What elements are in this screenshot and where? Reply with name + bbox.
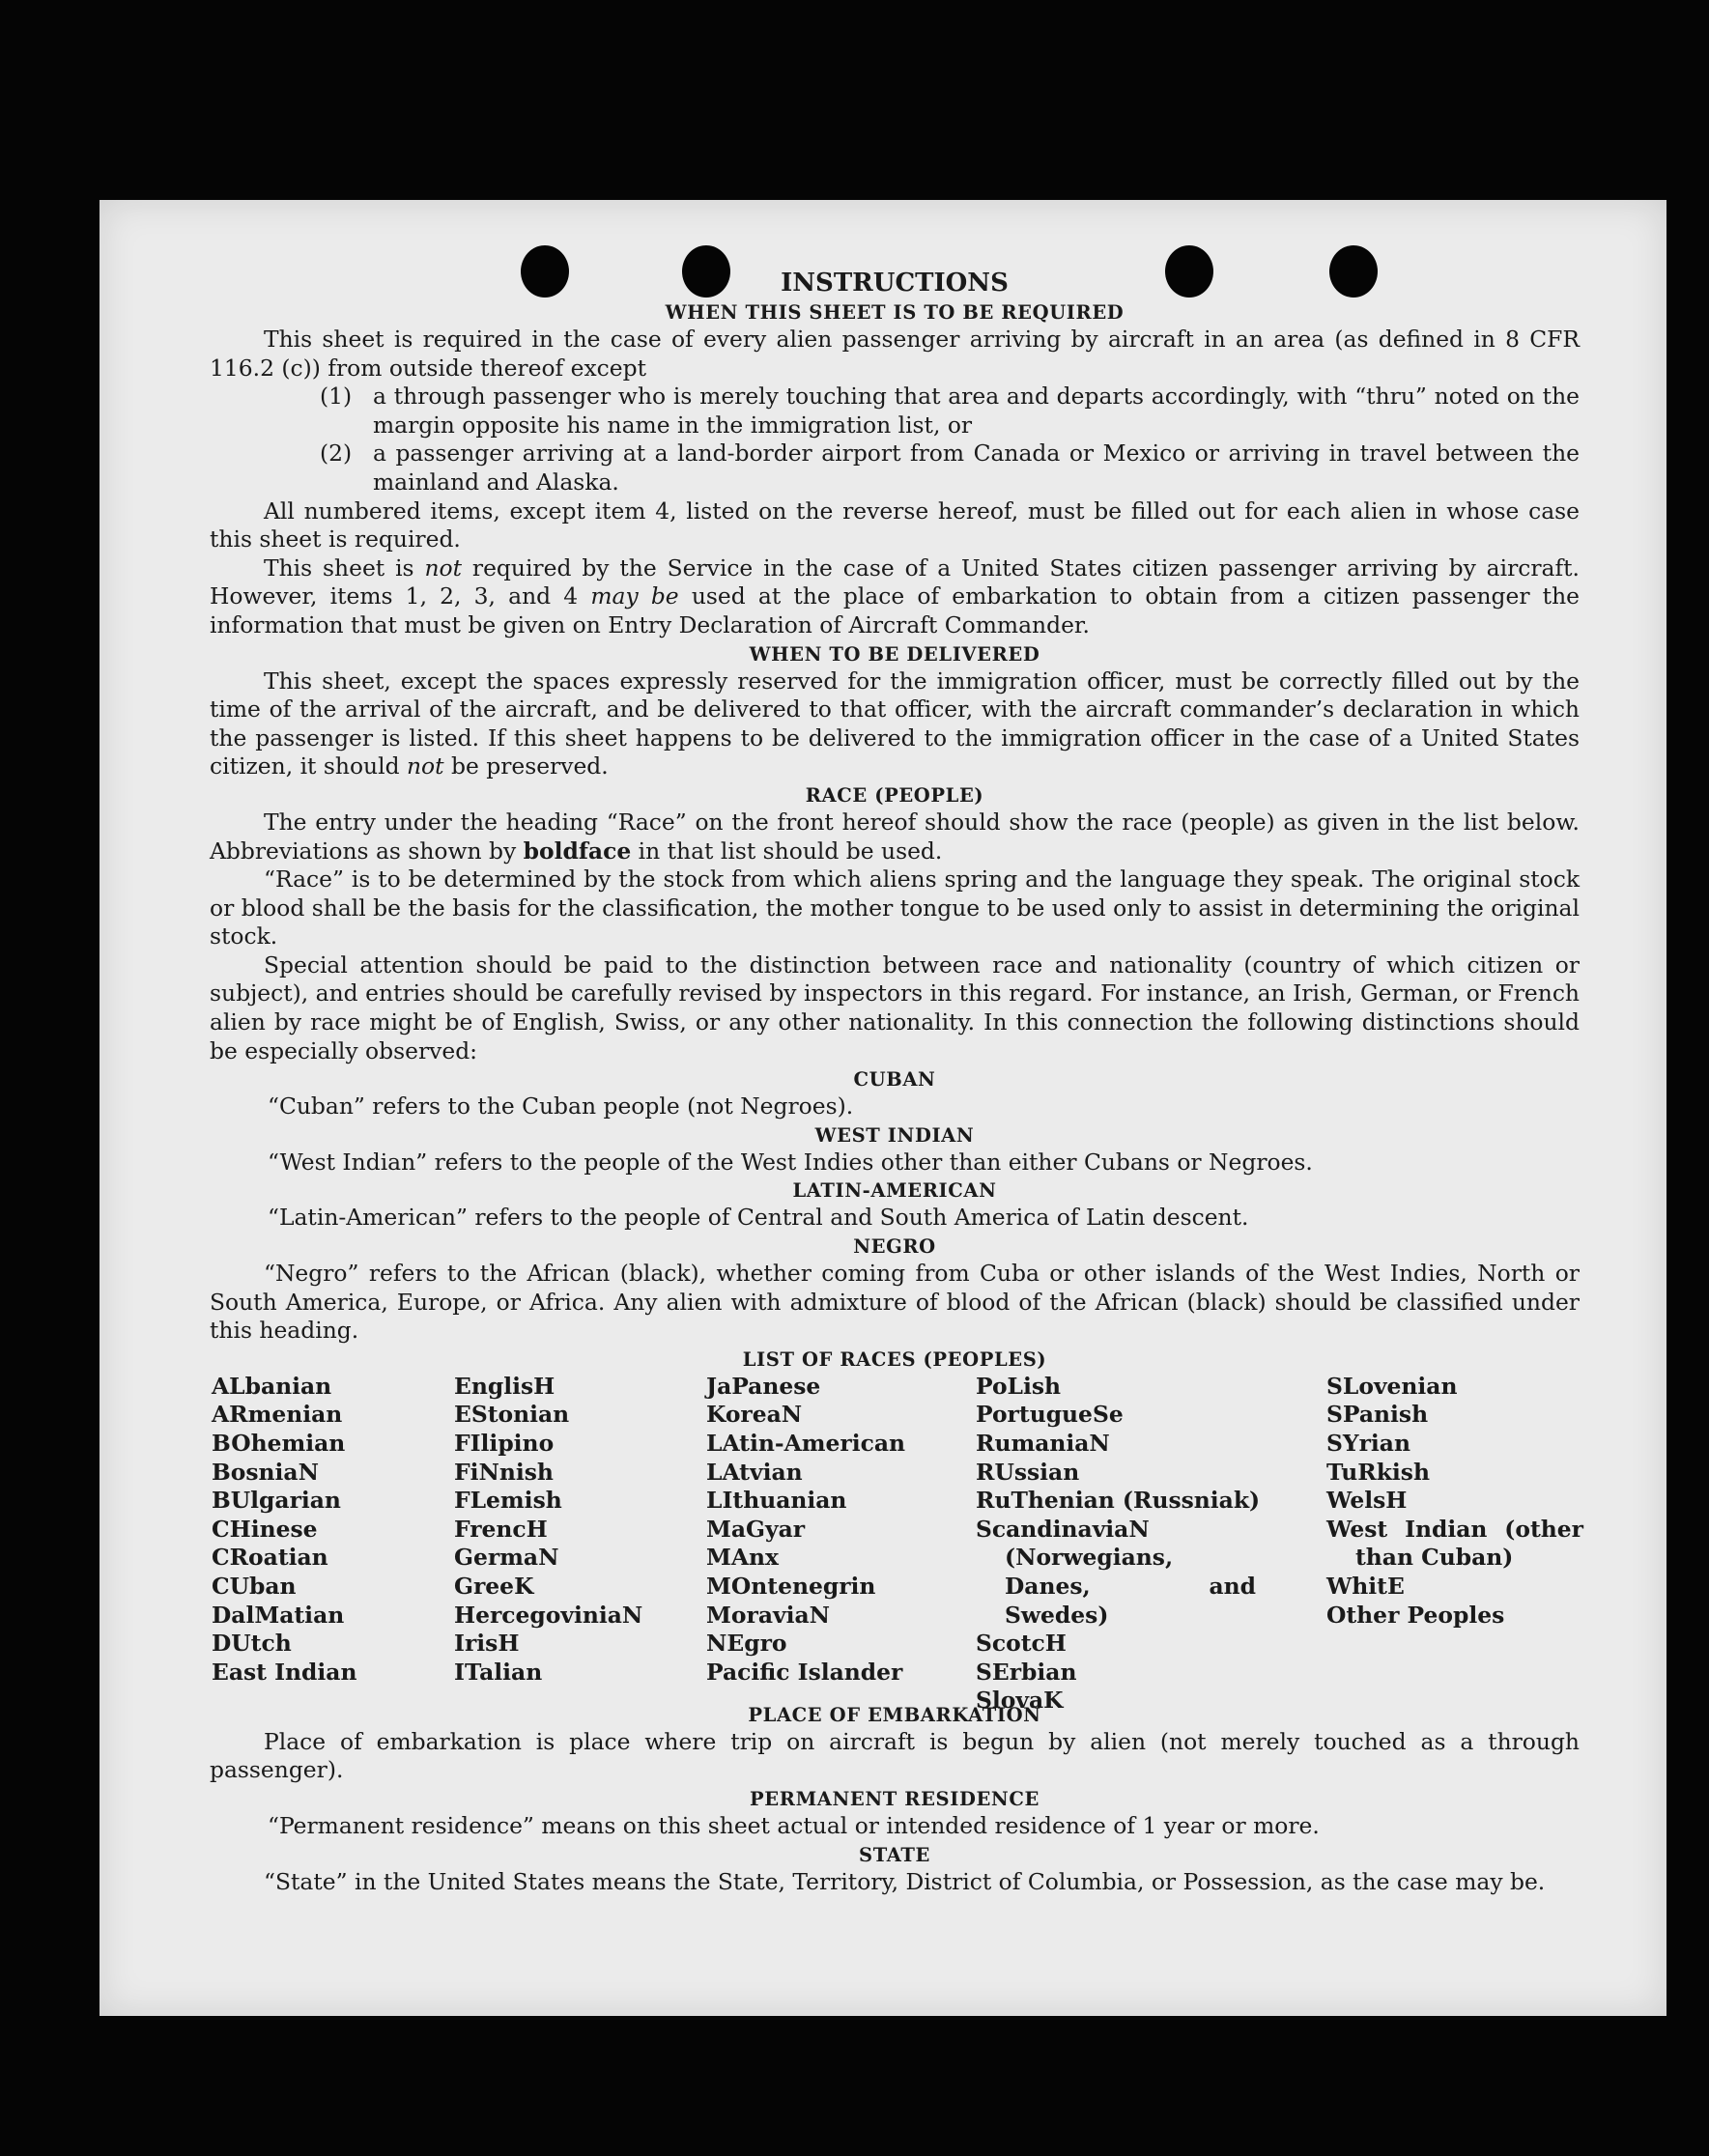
race-item: JaPanese (706, 1372, 821, 1400)
race-item: TuRkish (1326, 1458, 1430, 1486)
paragraph: This sheet is required in the case of every alien passenger arriving by aircraft in an area (as defined in 8 CFR 116.2 (c)) from outside thereof except (210, 326, 1580, 382)
race-column (212, 1373, 356, 1688)
list-item (210, 440, 1580, 496)
item-number: (1) (320, 383, 353, 411)
race-item: LAtvian (706, 1458, 803, 1486)
section-heading: LATIN-AMERICAN (792, 1179, 997, 1203)
paragraph: All numbered items, except item 4, listed on the reverse hereof, must be filled out for each alien in whose case this sheet is required. (210, 496, 1580, 553)
race-item: FiNnish (454, 1458, 554, 1486)
item-number: (2) (320, 440, 353, 468)
section-heading: STATE (859, 1843, 930, 1866)
race-item: ITalian (454, 1658, 543, 1686)
race-item: ALbanian (212, 1372, 332, 1400)
paragraph: “West Indian” refers to the people of the West Indies other than either Cubans or Negroes. (268, 1148, 1313, 1176)
race-column (976, 1372, 1261, 1716)
race-item: MAnx (706, 1544, 779, 1572)
paragraph: “State” in the United States means the State, Territory, District of Columbia, or Possession, as the case may be. (264, 1867, 1546, 1895)
race-item: BOhemian (212, 1430, 346, 1457)
race-item: MOntenegrin (706, 1572, 876, 1600)
race-item: RumaniaN (976, 1430, 1110, 1457)
race-column (454, 1373, 642, 1688)
paragraph: This sheet is not required by the Service in the case of a United States citizen passenger arriving by aircraft. However, items 1, 2, 3, and 4 may be used at the place of embarkation to obtain from a citizen passenger the information that must be given on Entry Declaration of Aircraft Commander. (210, 553, 1580, 638)
race-item: HercegoviniaN (454, 1601, 643, 1629)
race-item: BUlgarian (212, 1487, 341, 1515)
race-item: MaGyar (706, 1515, 806, 1543)
race-item: BosniaN (212, 1458, 319, 1486)
paragraph: Place of embarkation is place where trip on aircraft is begun by alien (not merely touched as a through passenger). (210, 1727, 1580, 1784)
race-item: East Indian (212, 1658, 357, 1686)
race-item: RUssian (976, 1458, 1080, 1486)
race-item: RuThenian (Russniak) (976, 1487, 1261, 1515)
race-item: CRoatian (212, 1544, 328, 1572)
section-heading: WHEN THIS SHEET IS TO BE REQUIRED (665, 301, 1125, 324)
race-item: ScotcH (976, 1630, 1067, 1658)
race-item: PoLish (976, 1372, 1062, 1400)
paragraph: The entry under the heading “Race” on the front hereof should show the race (people) as given in the list below. Abbreviations as shown by boldface in that list should be used. (210, 808, 1580, 865)
race-item: NEgro (706, 1630, 787, 1658)
race-item: LAtin-American (706, 1430, 905, 1457)
section-heading: PERMANENT RESIDENCE (750, 1788, 1040, 1810)
section-heading: CUBAN (853, 1068, 936, 1092)
paragraph: “Permanent residence” means on this sheet actual or intended residence of 1 year or more. (268, 1812, 1320, 1839)
race-item: Pacific Islander (706, 1658, 903, 1686)
race-item: ScandinaviaN (Norwegians, Danes, and Swedes) (976, 1515, 1256, 1629)
race-item: KoreaN (706, 1401, 803, 1429)
race-item: CHinese (212, 1515, 318, 1543)
race-column (1326, 1373, 1583, 1630)
section-heading: WEST INDIAN (814, 1123, 975, 1147)
race-item: SErbian (976, 1658, 1077, 1686)
paragraph: This sheet, except the spaces expressly reserved for the immigration officer, must be correctly filled out by the time of the arrival of the aircraft, and be delivered to that officer, with the aircraft commander’s declaration in which the passenger is listed. If this sheet happens to be delivered to the immigration officer in the case of a United States citizen, it should not be preserved. (210, 667, 1580, 780)
item-text: a through passenger who is merely touching that area and departs accordingly, with “thru” noted on the margin opposite his name in the immigration list, or (373, 383, 1580, 439)
race-item: GermaN (454, 1544, 559, 1572)
race-item: FrencH (454, 1515, 548, 1543)
race-item: EnglisH (454, 1372, 555, 1400)
paragraph: “Negro” refers to the African (black), whether coming from Cuba or other islands of the West Indies, North or South America, Europe, or Africa. Any alien with admixture of blood of the African (black) should be classified under this heading. (210, 1260, 1580, 1345)
race-item: DalMatian (212, 1601, 345, 1629)
instructions-body (210, 266, 1583, 1896)
race-item: LIthuanian (706, 1487, 847, 1515)
item-text: a passenger arriving at a land-border airport from Canada or Mexico or arriving in travel between the mainland and Alaska. (373, 440, 1580, 496)
race-item: EStonian (454, 1401, 570, 1429)
race-item: MoraviaN (706, 1601, 830, 1629)
race-item: ARmenian (212, 1401, 343, 1429)
section-heading: LIST OF RACES (PEOPLES) (742, 1348, 1047, 1371)
section-heading: NEGRO (853, 1235, 936, 1259)
race-item: FIlipino (454, 1430, 555, 1457)
paragraph: Special attention should be paid to the distinction between race and nationality (country of which citizen or subject), and entries should be carefully revised by inspectors in this regard. For instance, an Irish, German, or French alien by race might be of English, Swiss, or any other nationality. In this connection the following distinctions should be especially observed: (210, 950, 1580, 1064)
race-item: SPanish (1326, 1401, 1429, 1429)
race-item: FLemish (454, 1487, 562, 1515)
paragraph: “Cuban” refers to the Cuban people (not Negroes). (268, 1092, 854, 1121)
race-item: PortugueSe (976, 1401, 1124, 1429)
race-item: GreeK (454, 1572, 534, 1600)
list-item (210, 383, 1580, 440)
section-heading: PLACE OF EMBARKATION (748, 1703, 1041, 1726)
page-title: INSTRUCTIONS (781, 269, 1009, 298)
race-item: WelsH (1326, 1487, 1408, 1515)
race-item: West Indian (other than Cuban) (1326, 1515, 1583, 1572)
race-item: IrisH (454, 1630, 520, 1658)
paragraph: “Latin-American” refers to the people of Central and South America of Latin descent. (268, 1204, 1249, 1232)
document-page (100, 200, 1666, 2016)
paragraph: “Race” is to be determined by the stock from which aliens spring and the language they speak. The original stock or blood shall be the basis for the classification, the mother tongue to be used only to assist in determining the original stock. (210, 865, 1580, 950)
race-item: WhitE (1326, 1572, 1405, 1600)
race-item: SlovaK (976, 1687, 1064, 1715)
race-item: Other Peoples (1326, 1601, 1505, 1629)
race-item: DUtch (212, 1630, 292, 1658)
race-item: CUban (212, 1572, 297, 1600)
section-heading: WHEN TO BE DELIVERED (749, 642, 1040, 666)
race-item: SLovenian (1326, 1372, 1458, 1400)
race-column (706, 1373, 905, 1688)
section-heading: RACE (PEOPLE) (805, 783, 984, 807)
race-item: SYrian (1326, 1430, 1410, 1457)
